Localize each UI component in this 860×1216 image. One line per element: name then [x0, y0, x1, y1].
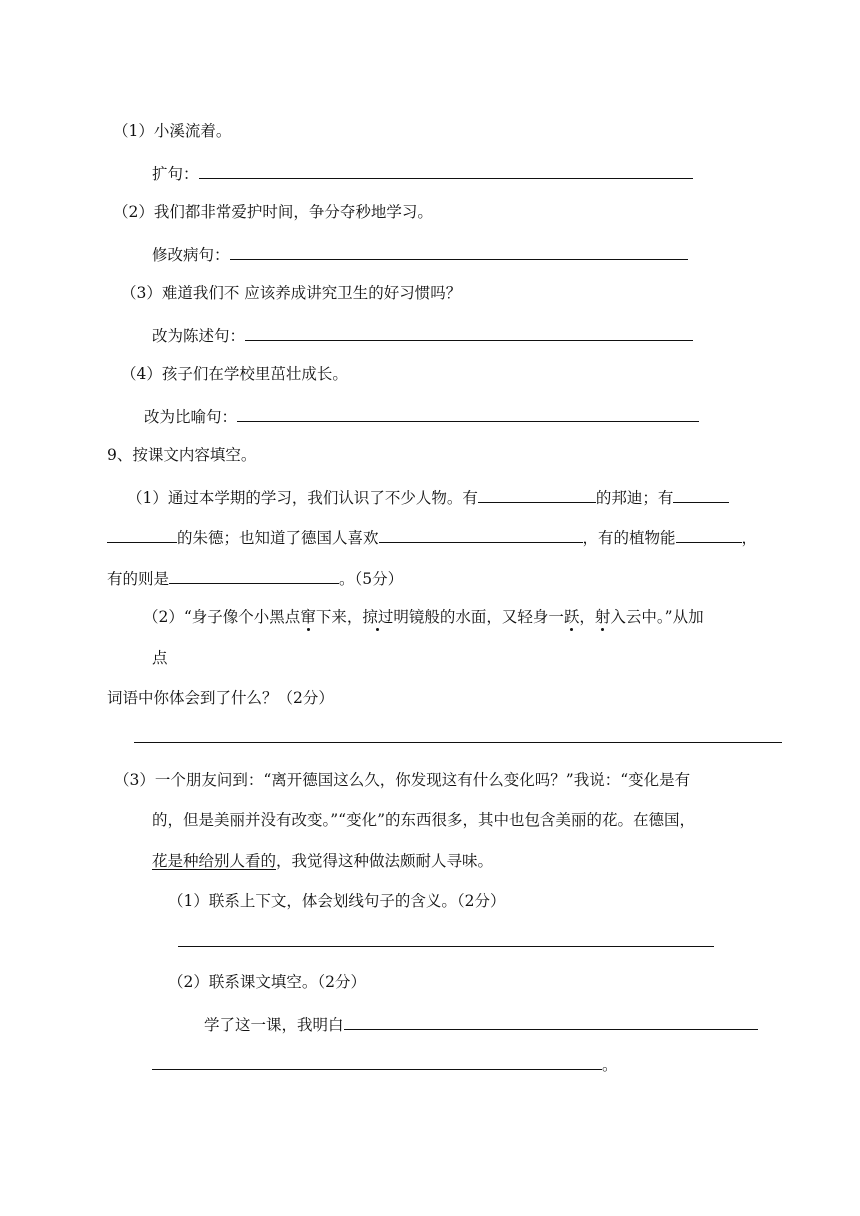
q8-item-1	[113, 121, 231, 141]
answer-blank[interactable]	[676, 526, 742, 543]
dotted-word: 窜	[300, 608, 316, 626]
q8-answer-3	[152, 324, 693, 346]
item-number: （1）	[113, 122, 154, 140]
answer-blank[interactable]	[237, 405, 699, 422]
text: 有的则是	[107, 570, 170, 588]
item-number: （3）	[121, 284, 162, 302]
q9-p3-fill-line1	[204, 1013, 758, 1035]
q8-item-2	[113, 202, 433, 222]
answer-blank[interactable]	[478, 486, 596, 503]
underlined-sentence: 花是种给别人看的	[152, 852, 277, 870]
item-number: （2）	[113, 203, 154, 221]
q9-p1-line1	[127, 486, 729, 508]
task-label: 修改病句：	[152, 246, 230, 264]
text: 。（5分）	[339, 570, 404, 588]
q9-p3-line2: 的，但是美丽并没有改变。”“变化”的东西很多，其中也包含美丽的花。在德国，	[152, 811, 696, 829]
answer-blank[interactable]	[344, 1013, 758, 1030]
q8-item-3	[121, 283, 461, 303]
q9-p3-fill-line2	[152, 1053, 618, 1075]
q9-p1-line2	[107, 526, 757, 548]
text: 的朱德；也知道了德国人喜欢	[177, 529, 379, 547]
q8-answer-4	[144, 405, 699, 427]
text: “身子像个小黑点	[183, 608, 301, 626]
item-sentence: 我们都非常爱护时间，争分夺秒地学习。	[153, 203, 433, 221]
text: ，有的植物能	[582, 529, 676, 547]
dotted-word: 射	[594, 608, 611, 626]
item-sentence: 小溪流着。	[153, 122, 232, 140]
text: ，	[741, 529, 758, 547]
item-number: （2）	[143, 608, 184, 626]
q9-p3-sub2: （2）联系课文填空。（2分）	[168, 973, 366, 991]
q9-p1-line3	[107, 567, 403, 589]
q9-p3-line1: （3）一个朋友问到：“离开德国这么久，你发现这有什么变化吗？”我说：“变化是有	[114, 771, 691, 789]
answer-blank[interactable]	[379, 526, 583, 543]
dotted-word: 跃	[563, 608, 580, 626]
text: 的邦迪；有	[595, 489, 674, 507]
text: 入云中。”从加	[610, 608, 704, 626]
answer-blank[interactable]	[673, 486, 729, 503]
answer-blank[interactable]	[199, 162, 693, 179]
text: （1）通过本学期的学习，我们认识了不少人物。有	[127, 489, 478, 507]
task-label: 改为比喻句：	[144, 408, 238, 426]
text: 下来，	[315, 608, 363, 626]
answer-blank[interactable]	[169, 567, 339, 584]
task-label: 改为陈述句：	[152, 327, 246, 345]
text: ，我觉得这种做法颇耐人寻味。	[276, 852, 494, 870]
answer-blank[interactable]	[152, 1053, 602, 1070]
q9-title: 9、按课文内容填空。	[107, 446, 257, 464]
answer-blank[interactable]	[107, 526, 177, 543]
answer-line[interactable]	[134, 742, 782, 743]
q9-p2-question: 词语中你体会到了什么？（2分）	[107, 689, 334, 707]
q8-answer-1	[152, 162, 693, 184]
answer-blank[interactable]	[230, 243, 688, 260]
item-sentence: 难道我们不 应该养成讲究卫生的好习惯吗？	[161, 284, 462, 302]
dotted-word: 掠过	[362, 608, 394, 626]
task-label: 扩句：	[152, 165, 199, 183]
q8-item-4	[121, 364, 348, 384]
q9-p2-wrap: 点	[152, 649, 168, 667]
text: 。	[602, 1056, 618, 1074]
answer-line[interactable]	[178, 946, 714, 947]
item-sentence: 孩子们在学校里茁壮成长。	[161, 365, 348, 383]
q8-answer-2	[152, 243, 688, 265]
answer-blank[interactable]	[245, 324, 693, 341]
q9-p3-line3	[152, 851, 493, 871]
text: ，	[579, 608, 595, 626]
q9-p2-line1	[143, 607, 704, 627]
text: 明镜般的水面，又轻身一	[393, 608, 564, 626]
item-number: （4）	[121, 365, 162, 383]
text: 学了这一课，我明白	[204, 1016, 344, 1034]
q9-p3-sub1: （1）联系上下文，体会划线句子的含义。（2分）	[168, 892, 506, 910]
